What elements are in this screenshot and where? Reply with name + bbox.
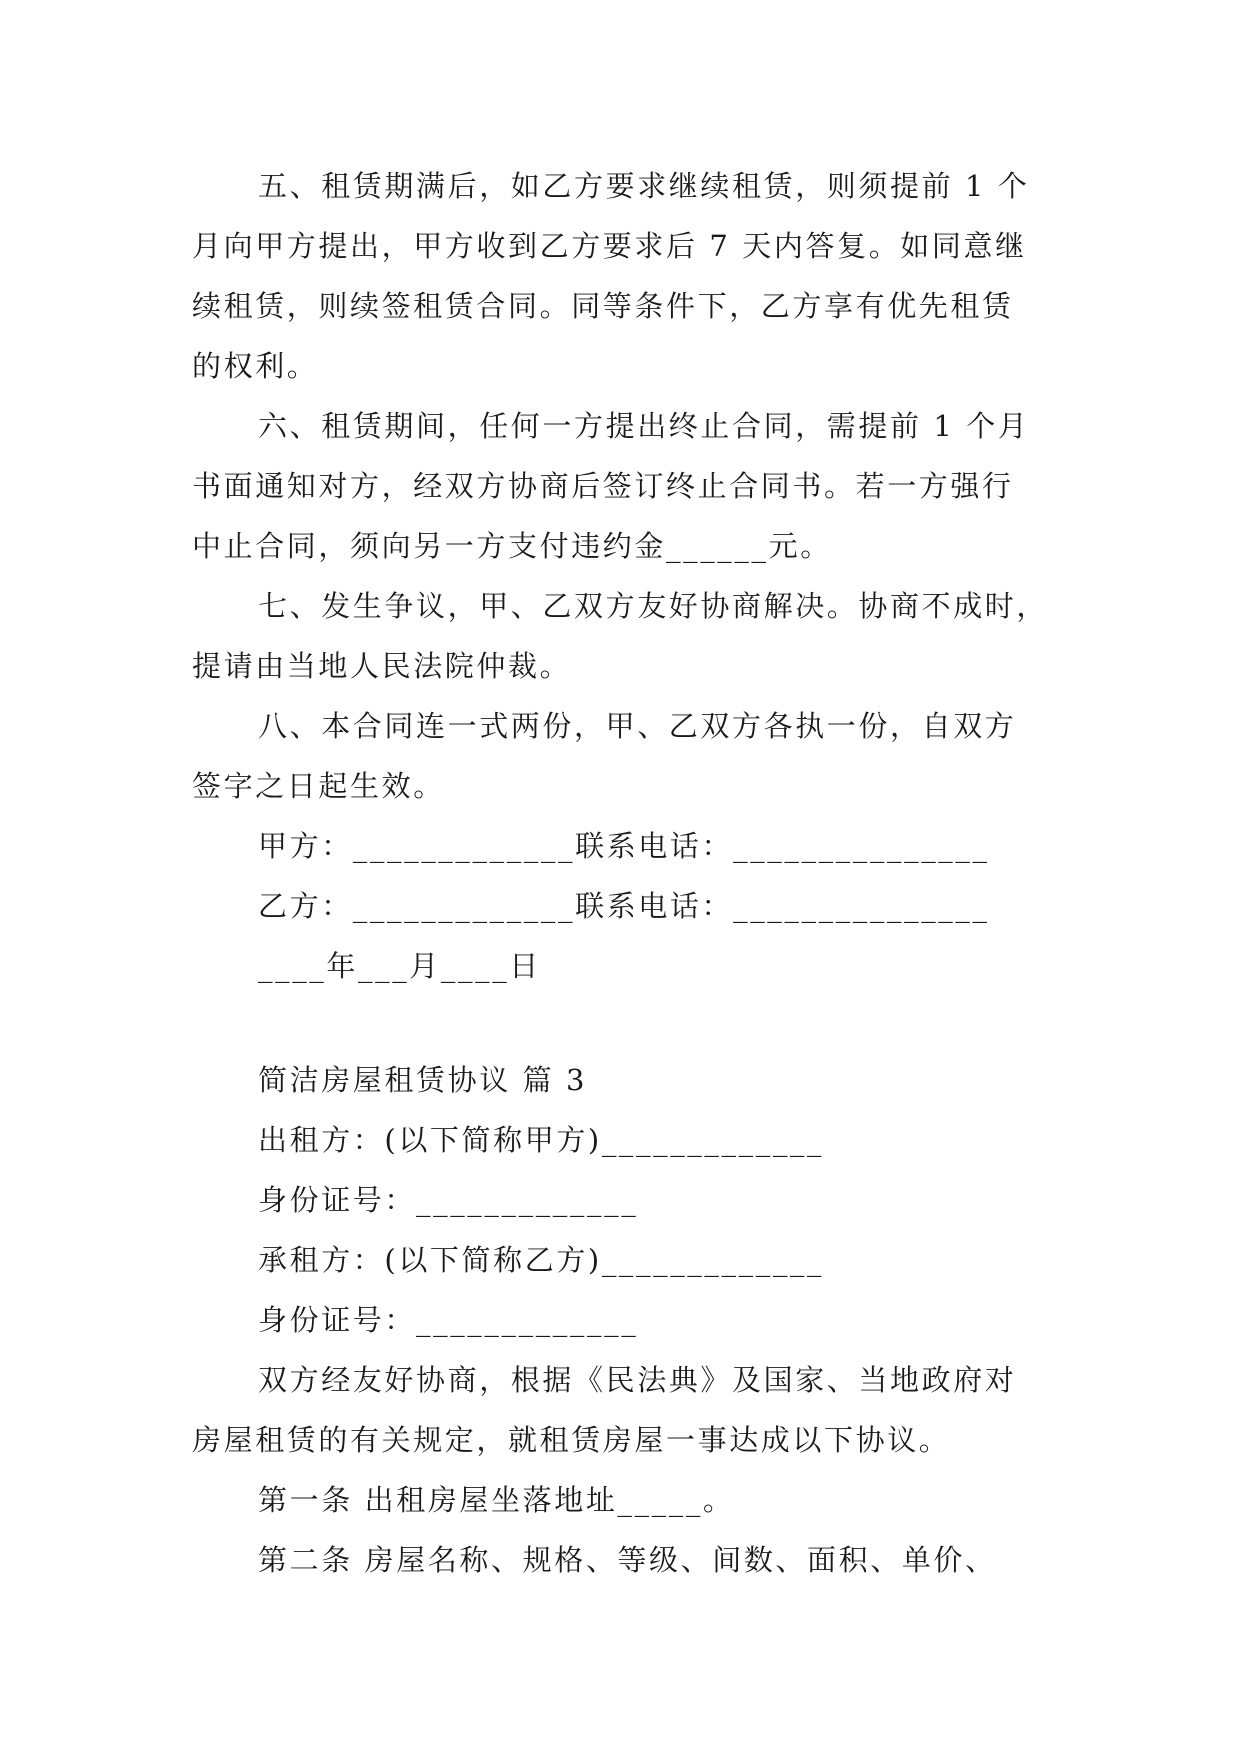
lessor-id-line: 身份证号：_____________ — [258, 1183, 639, 1217]
party-a-signature-line: 甲方：_____________联系电话：_______________ — [258, 829, 990, 863]
section-title: 简洁房屋租赁协议 篇 3 — [258, 1063, 588, 1097]
clause-5-line-4: 的权利。 — [192, 349, 319, 383]
article-1-line: 第一条 出租房屋坐落地址_____。 — [258, 1483, 735, 1517]
clause-5-line-3: 续租赁，则续签租赁合同。同等条件下，乙方享有优先租赁 — [192, 289, 1014, 323]
party-b-signature-line: 乙方：_____________联系电话：_______________ — [258, 889, 990, 923]
clause-6-line-3: 中止合同，须向另一方支付违约金______元。 — [192, 529, 832, 563]
lessee-id-line: 身份证号：_____________ — [258, 1303, 639, 1337]
document-body — [192, 156, 1052, 1590]
clause-5-line-2: 月向甲方提出，甲方收到乙方要求后 7 天内答复。如同意继 — [192, 229, 1027, 263]
clause-7-line-2: 提请由当地人民法院仲裁。 — [192, 649, 572, 683]
clause-6-line-1: 六、租赁期间，任何一方提出终止合同，需提前 1 个月 — [258, 409, 1030, 443]
clause-5-line-1: 五、租赁期满后，如乙方要求继续租赁，则须提前 1 个 — [258, 169, 1030, 203]
lessor-line: 出租方：(以下简称甲方)_____________ — [258, 1123, 825, 1157]
preamble-line-1: 双方经友好协商，根据《民法典》及国家、当地政府对 — [258, 1363, 1017, 1397]
preamble-line-2: 房屋租赁的有关规定，就租赁房屋一事达成以下协议。 — [192, 1423, 951, 1457]
article-2-line: 第二条 房屋名称、规格、等级、间数、面积、单价、 — [258, 1543, 997, 1577]
date-line: ____年___月____日 — [258, 949, 541, 983]
section-gap — [192, 996, 1052, 1050]
clause-6-line-2: 书面通知对方，经双方协商后签订终止合同书。若一方强行 — [192, 469, 1014, 503]
clause-8-line-1: 八、本合同连一式两份，甲、乙双方各执一份，自双方 — [258, 709, 1017, 743]
lessee-line: 承租方：(以下简称乙方)_____________ — [258, 1243, 825, 1277]
clause-7-line-1: 七、发生争议，甲、乙双方友好协商解决。协商不成时， — [258, 589, 1049, 623]
clause-8-line-2: 签字之日起生效。 — [192, 769, 445, 803]
